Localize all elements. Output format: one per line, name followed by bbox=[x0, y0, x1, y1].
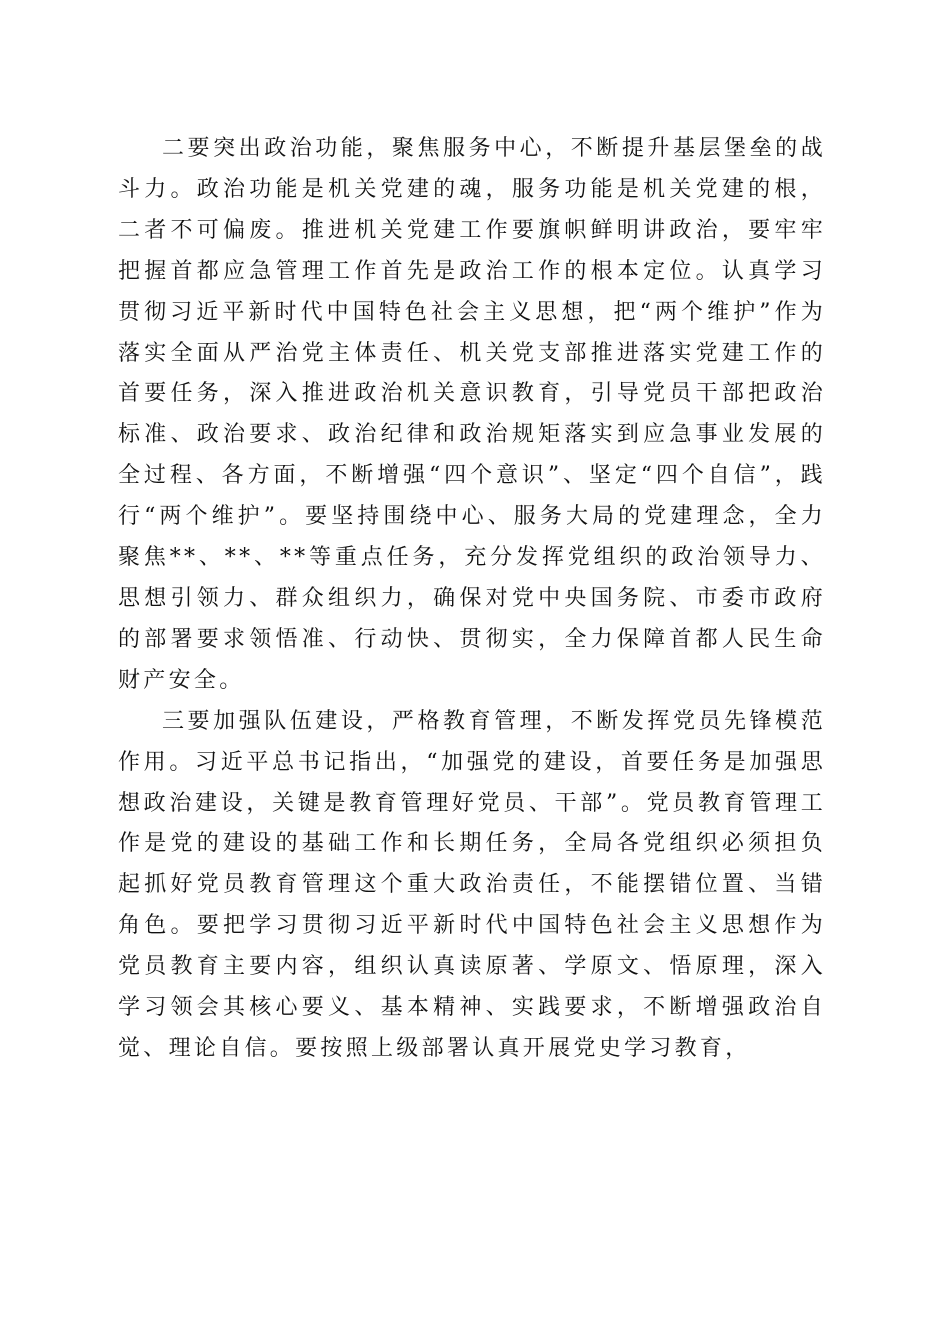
paragraph-team-building: 三要加强队伍建设，严格教育管理，不断发挥党员先锋模范作用。习近平总书记指出，“加强党的建设，首要任务是加强思想政治建设，关键是教育管理好党员、干部”。党员教育管理工作是党的建设的基础工作和长期任务，全局各党组织必须担负起抓好党员教育管理这个重大政治责任，不能摆错位置、当错角色。要把学习贯彻习近平新时代中国特色社会主义思想作为党员教育主要内容，组织认真读原著、学原文、悟原理，深入学习领会其核心要义、基本精神、实践要求，不断增强政治自觉、理论自信。要按照上级部署认真开展党史学习教育， bbox=[118, 708, 826, 1061]
document-body bbox=[118, 129, 826, 1070]
paragraph-political-function: 二要突出政治功能，聚焦服务中心，不断提升基层堡垒的战斗力。政治功能是机关党建的魂，服务功能是机关党建的根，二者不可偏废。推进机关党建工作要旗帜鲜明讲政治，要牢牢把握首都应急管理工作首先是政治工作的根本定位。认真学习贯彻习近平新时代中国特色社会主义思想，把“两个维护”作为落实全面从严治党主体责任、机关党支部推进落实党建工作的首要任务，深入推进政治机关意识教育，引导党员干部把政治标准、政治要求、政治纪律和政治规矩落实到应急事业发展的全过程、各方面，不断增强“四个意识”、坚定“四个自信”，践行“两个维护”。要坚持围绕中心、服务大局的党建理念，全力聚焦**、**、**等重点任务，充分发挥党组织的政治领导力、思想引领力、群众组织力，确保对党中央国务院、市委市政府的部署要求领悟准、行动快、贯彻实，全力保障首都人民生命财产安全。 bbox=[118, 136, 826, 693]
